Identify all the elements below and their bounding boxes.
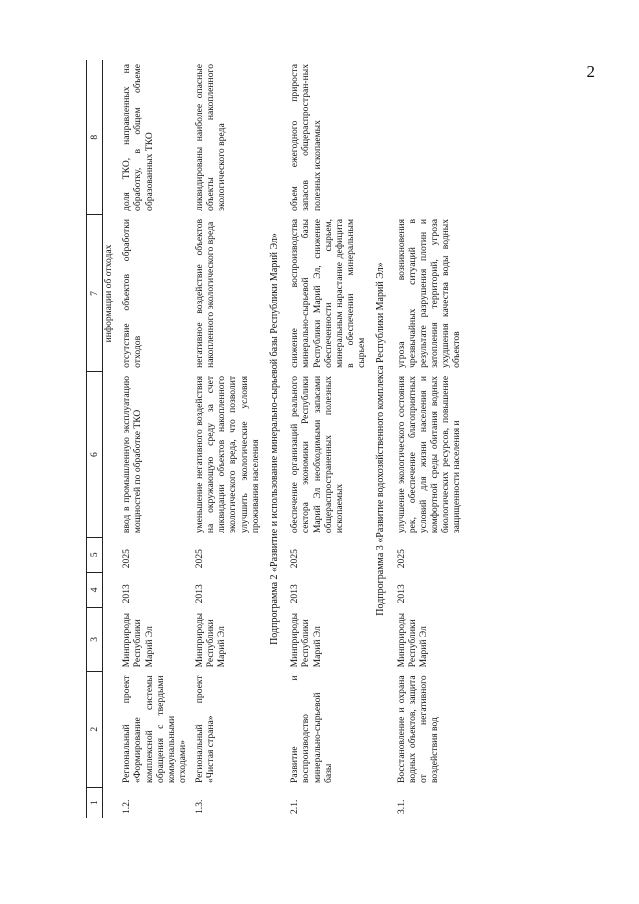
expected-result: ввод в промышленную эксплуатацию мощностей по обработке ТКО (121, 375, 144, 534)
end-year: 2025 (289, 549, 301, 569)
section-heading-row (370, 60, 393, 818)
rotated-table-container (86, 60, 556, 818)
header-col-4: 4 (87, 572, 103, 607)
table-row (191, 60, 264, 818)
subprogram-2-title: Подпрограмма 2 «Развитие и использование минерально-сырьевой базы Республики Марий Эл» (268, 233, 280, 645)
expected-result: улучшение экологического состояния рек, обеспечение благоприятных условий для жизни населения и комфортной среды обитания водных биологических ресурсов, повышение защищенности населения и (395, 375, 463, 534)
start-year: 2013 (289, 584, 301, 604)
continuation-row (103, 60, 119, 818)
end-year: 2025 (395, 549, 407, 569)
row-number: 2.1. (289, 799, 301, 814)
measure-name: Региональный проект «Чистая страна» (194, 675, 217, 784)
continuation-text: информации об отходах (103, 244, 115, 343)
executor: Минприроды Республики Марий Эл (395, 612, 430, 668)
measure-name: Региональный проект «Формирование комплексной системы обращения с твердыми коммунальными отходами» (121, 675, 188, 784)
header-col-6: 6 (87, 372, 103, 537)
non-implementation-consequence: негативное воздействие объектов накопленного экологического вреда (194, 218, 217, 368)
header-col-2: 2 (87, 671, 103, 787)
expected-result: обеспечение организаций реального сектора экономики Республики Марий Эл необходимыми запасами общераспространенных полезных ископаемых (289, 375, 345, 534)
table-row (118, 60, 191, 818)
indicator-link: объем ежегодного прироста запасов общераспростран-ных полезных ископаемых (289, 64, 323, 211)
start-year: 2013 (121, 584, 133, 604)
header-col-8: 8 (87, 60, 103, 215)
indicator-link: ликвидированы наиболее опасные объекты накопленного экологического вреда (194, 64, 228, 211)
page-number: 2 (586, 62, 595, 81)
measure-name: Восстановление и охрана водных объектов, защита от негативного воздействия вод (395, 675, 441, 784)
non-implementation-consequence: снижение воспроизводства минерально-сырьевой базы Республики Марий Эл, снижение обеспеченности сырьем, минеральным нарастание дефицита в обеспечении минеральным сырьем (289, 218, 368, 368)
non-implementation-consequence: отсутствие объектов обработки отходов (121, 218, 144, 368)
row-number: 1.3. (194, 799, 205, 814)
executor: Минприроды Республики Марий Эл (289, 612, 323, 668)
row-number: 3.1. (395, 799, 407, 814)
header-col-1: 1 (87, 787, 103, 818)
table-row (286, 60, 370, 818)
executor: Минприроды Республики Марий Эл (194, 612, 228, 668)
expected-result: уменьшение негативного воздействия на окружающую среду за счет ликвидации объектов накопленного экологического вреда, что позволит улучшить экологические условия проживания населения (194, 375, 261, 534)
section-heading-row (264, 60, 287, 818)
start-year: 2013 (395, 584, 407, 604)
row-number: 1.2. (121, 799, 133, 814)
header-row (87, 60, 103, 818)
executor: Минприроды Республики Марий Эл (121, 612, 155, 668)
non-implementation-consequence: угроза возникновения чрезвычайных ситуаций в результате разрушения плотин и затопления территорий, угроза ухудшения качества воды водных объектов (395, 218, 463, 368)
end-year: 2025 (194, 549, 205, 569)
end-year: 2025 (121, 549, 133, 569)
start-year: 2013 (194, 584, 205, 604)
indicator-link: доля ТКО, направленных на обработку, в общем объеме образованных ТКО (121, 64, 155, 211)
header-col-3: 3 (87, 607, 103, 671)
table-row (393, 60, 466, 818)
header-col-7: 7 (87, 215, 103, 372)
indicator-link (393, 60, 466, 215)
measure-name: Развитие и воспроизводство минерально-сырьевой базы (289, 675, 334, 784)
subprogram-3-title: Подпрограмма 3 «Развитие водохозяйственного комплекса Республики Марий Эл» (375, 262, 387, 616)
program-table (86, 60, 466, 818)
header-col-5: 5 (87, 537, 103, 572)
